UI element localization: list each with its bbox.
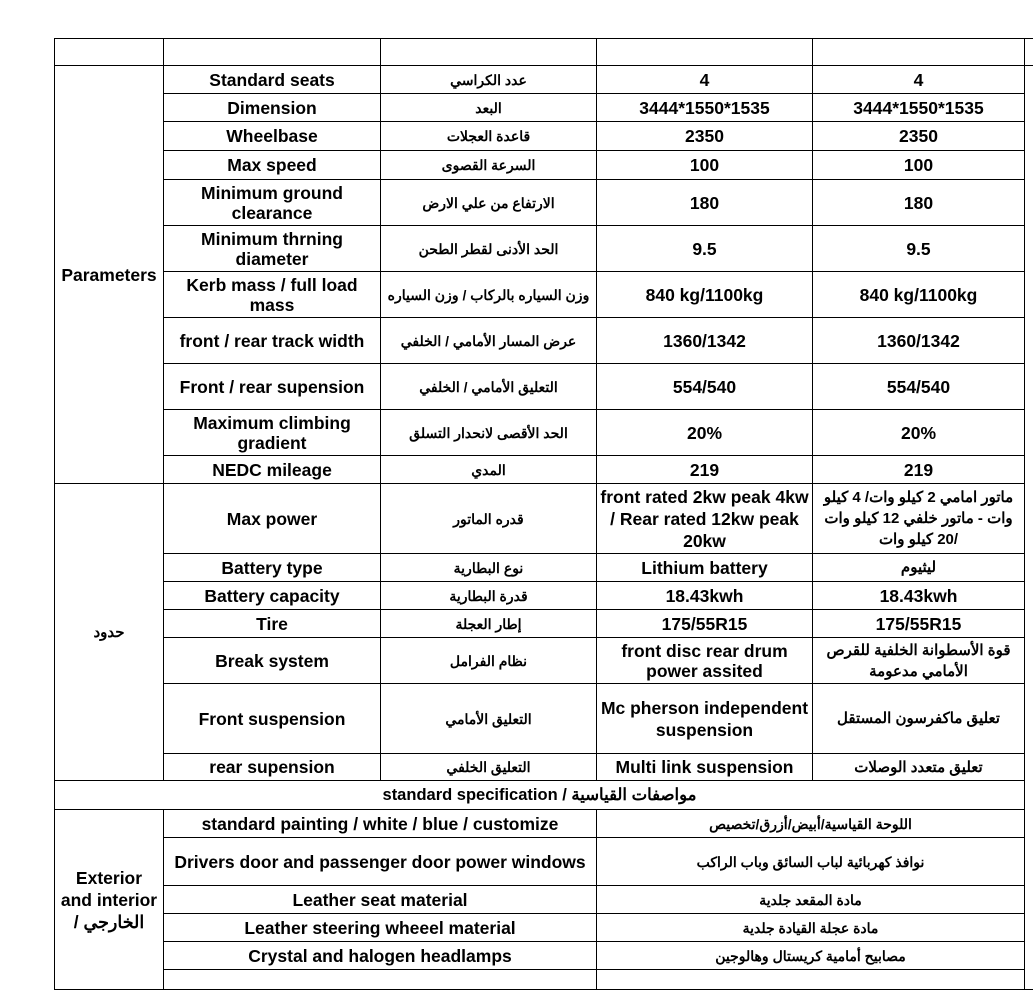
feature-ar (597, 970, 1025, 990)
value-2: 1360/1342 (813, 318, 1025, 364)
header-cell (597, 39, 813, 66)
feature-en (164, 970, 597, 990)
value-1: Multi link suspension (597, 754, 813, 781)
value-1: 840 kg/1100kg (597, 272, 813, 318)
param-en: Standard seats (164, 66, 381, 94)
param-en: front / rear track width (164, 318, 381, 364)
value-1: front rated 2kw peak 4kw / Rear rated 12kw peak 20kw (597, 484, 813, 554)
standard-spec-title: standard specification / مواصفات القياسية (55, 781, 1025, 810)
table-row (55, 151, 1033, 180)
param-en: rear supension (164, 754, 381, 781)
value-2: 3444*1550*1535 (813, 94, 1025, 122)
table-row (55, 638, 1033, 684)
header-cell (164, 39, 381, 66)
param-en: NEDC mileage (164, 456, 381, 484)
value-1: front disc rear drum power assited (597, 638, 813, 684)
edge-cell (1025, 66, 1033, 990)
param-ar: عدد الكراسي (381, 66, 597, 94)
table-row (55, 970, 1033, 990)
value-2: 100 (813, 151, 1025, 180)
value-2: 180 (813, 180, 1025, 226)
table-row (55, 180, 1033, 226)
table-row (55, 66, 1033, 94)
value-2: ماتور امامي 2 كيلو وات/ 4 كيلو وات - ماتور خلفي 12 كيلو وات /20 كيلو وات (813, 484, 1025, 554)
table-row (55, 272, 1033, 318)
value-2: 840 kg/1100kg (813, 272, 1025, 318)
param-ar: نظام الفرامل (381, 638, 597, 684)
table-row (55, 364, 1033, 410)
value-1: 9.5 (597, 226, 813, 272)
table-row (55, 554, 1033, 582)
table-row (55, 94, 1033, 122)
table-row (55, 754, 1033, 781)
feature-ar: مادة المقعد جلدية (597, 886, 1025, 914)
value-2: ليثيوم (813, 554, 1025, 582)
param-ar: التعليق الأمامي (381, 684, 597, 754)
value-1: 1360/1342 (597, 318, 813, 364)
value-2: 9.5 (813, 226, 1025, 272)
param-ar: قاعدة العجلات (381, 122, 597, 151)
table-row (55, 610, 1033, 638)
value-1: Mc pherson independent suspension (597, 684, 813, 754)
table-row (55, 456, 1033, 484)
table-row (55, 886, 1033, 914)
value-1: 219 (597, 456, 813, 484)
param-ar: الارتفاع من علي الارض (381, 180, 597, 226)
value-1: 180 (597, 180, 813, 226)
value-1: 20% (597, 410, 813, 456)
value-1: 2350 (597, 122, 813, 151)
param-ar: وزن السياره بالركاب / وزن السياره (381, 272, 597, 318)
feature-ar: اللوحة القياسية/أبيض/أزرق/تخصيص (597, 810, 1025, 838)
param-en: Front suspension (164, 684, 381, 754)
table-row (55, 318, 1033, 364)
value-2: 2350 (813, 122, 1025, 151)
param-en: Battery capacity (164, 582, 381, 610)
param-en: Kerb mass / full load mass (164, 272, 381, 318)
param-en: Max speed (164, 151, 381, 180)
table-row (55, 410, 1033, 456)
value-1: 175/55R15 (597, 610, 813, 638)
value-2: تعليق ماكفرسون المستقل (813, 684, 1025, 754)
spec-table (54, 38, 1033, 990)
value-2: 20% (813, 410, 1025, 456)
param-en: Dimension (164, 94, 381, 122)
header-row (55, 39, 1033, 66)
table-row (55, 484, 1033, 554)
feature-ar: نوافذ كهربائية لباب السائق وباب الراكب (597, 838, 1025, 886)
value-1: 554/540 (597, 364, 813, 410)
category-cell: حدود (55, 484, 164, 781)
value-2: قوة الأسطوانة الخلفية للقرص الأمامي مدعومة (813, 638, 1025, 684)
table-row (55, 684, 1033, 754)
table-row (55, 914, 1033, 942)
param-ar: التعليق الخلفي (381, 754, 597, 781)
param-en: Tire (164, 610, 381, 638)
value-2: تعليق متعدد الوصلات (813, 754, 1025, 781)
value-1: Lithium battery (597, 554, 813, 582)
param-ar: المدي (381, 456, 597, 484)
feature-en: Crystal and halogen headlamps (164, 942, 597, 970)
param-ar: قدرة البطارية (381, 582, 597, 610)
value-1: 100 (597, 151, 813, 180)
value-1: 18.43kwh (597, 582, 813, 610)
value-1: 3444*1550*1535 (597, 94, 813, 122)
header-cell (1025, 39, 1033, 66)
feature-en: standard painting / white / blue / customize (164, 810, 597, 838)
table-row (55, 122, 1033, 151)
feature-en: Leather steering wheeel material (164, 914, 597, 942)
param-ar: نوع البطارية (381, 554, 597, 582)
table-row (55, 810, 1033, 838)
param-en: Front / rear supension (164, 364, 381, 410)
param-en: Minimum thrning diameter (164, 226, 381, 272)
param-en: Minimum ground clearance (164, 180, 381, 226)
category-cell: Parameters (55, 66, 164, 484)
table-row (55, 226, 1033, 272)
param-ar: السرعة القصوى (381, 151, 597, 180)
category-cell: Exterior and interior / الخارجي (55, 810, 164, 990)
param-en: Max power (164, 484, 381, 554)
feature-ar: مصابيح أمامية كريستال وهالوجين (597, 942, 1025, 970)
table-row (55, 582, 1033, 610)
param-ar: الحد الأدنى لقطر الطحن (381, 226, 597, 272)
param-ar: البعد (381, 94, 597, 122)
param-en: Break system (164, 638, 381, 684)
value-2: 175/55R15 (813, 610, 1025, 638)
feature-en: Leather seat material (164, 886, 597, 914)
param-ar: إطار العجلة (381, 610, 597, 638)
value-2: 4 (813, 66, 1025, 94)
header-cell (381, 39, 597, 66)
value-1: 4 (597, 66, 813, 94)
param-ar: عرض المسار الأمامي / الخلفي (381, 318, 597, 364)
value-2: 554/540 (813, 364, 1025, 410)
param-ar: التعليق الأمامي / الخلفي (381, 364, 597, 410)
feature-en: Drivers door and passenger door power windows (164, 838, 597, 886)
param-en: Battery type (164, 554, 381, 582)
section-title-row (55, 781, 1033, 810)
table-row (55, 942, 1033, 970)
param-ar: الحد الأقصى لانحدار التسلق (381, 410, 597, 456)
param-en: Wheelbase (164, 122, 381, 151)
table-row (55, 838, 1033, 886)
value-2: 219 (813, 456, 1025, 484)
header-cell (813, 39, 1025, 66)
value-2: 18.43kwh (813, 582, 1025, 610)
feature-ar: مادة عجلة القيادة جلدية (597, 914, 1025, 942)
param-en: Maximum climbing gradient (164, 410, 381, 456)
header-cell (55, 39, 164, 66)
param-ar: قدره الماتور (381, 484, 597, 554)
